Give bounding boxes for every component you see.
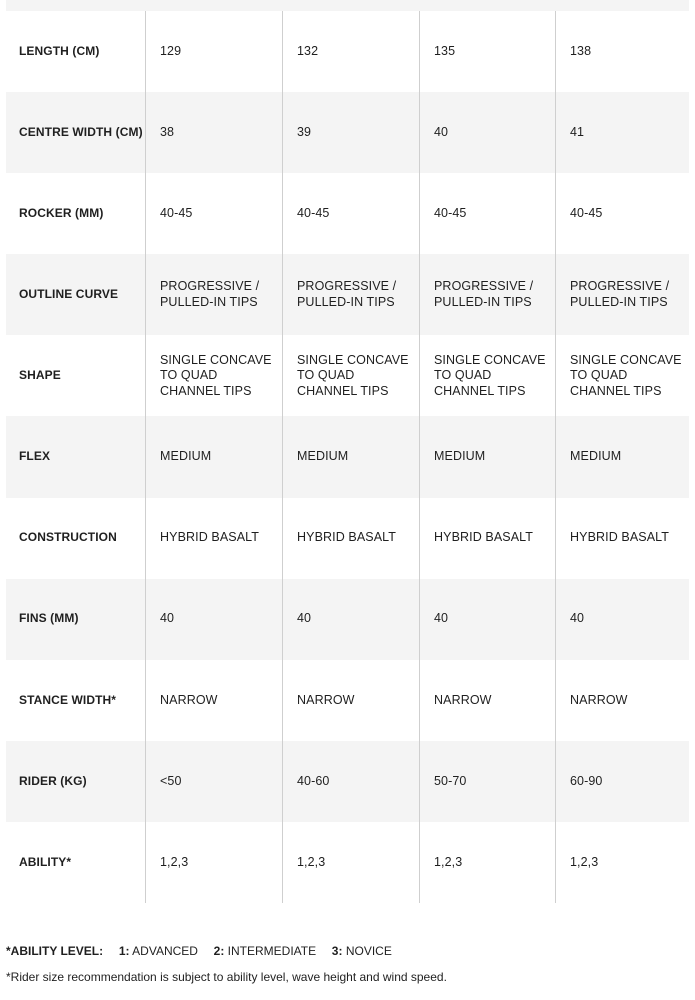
table-row <box>6 660 689 741</box>
value-cell-3: HYBRID BASALT <box>419 498 555 579</box>
value-cell-4: NARROW <box>555 660 689 741</box>
value-cell-2: 132 <box>282 11 419 92</box>
value-cell-2: NARROW <box>282 660 419 741</box>
value-cell-1: 40 <box>145 579 282 660</box>
value-cell-1: PROGRESSIVE / PULLED-IN TIPS <box>145 254 282 335</box>
value-cell-4: 138 <box>555 11 689 92</box>
row-label: OUTLINE CURVE <box>19 287 119 302</box>
ability-level-1-num: 1: <box>118 944 130 958</box>
table-row <box>6 498 689 579</box>
value-cell-4: 40 <box>555 579 689 660</box>
ability-legend-title: *ABILITY LEVEL: <box>6 944 104 958</box>
value-cell-4: 60-90 <box>555 741 689 822</box>
ability-level-3-num: 3: <box>331 944 343 958</box>
value-cell-2: 40-60 <box>282 741 419 822</box>
value-cell-3: 40-45 <box>419 173 555 254</box>
value-cell-2: 40-45 <box>282 173 419 254</box>
value-cell-1: SINGLE CONCAVE TO QUAD CHANNEL TIPS <box>145 335 282 416</box>
table-row <box>6 822 689 903</box>
table-row <box>6 416 689 497</box>
row-label: STANCE WIDTH* <box>19 692 117 707</box>
row-label: FINS (MM) <box>19 611 79 626</box>
value-cell-1: 38 <box>145 92 282 173</box>
value-cell-2: PROGRESSIVE / PULLED-IN TIPS <box>282 254 419 335</box>
value-cell-4: HYBRID BASALT <box>555 498 689 579</box>
value-cell-2: HYBRID BASALT <box>282 498 419 579</box>
value-cell-2: 39 <box>282 92 419 173</box>
ability-level-3-name: NOVICE <box>345 944 392 958</box>
table-row <box>6 254 689 335</box>
value-cell-1: 1,2,3 <box>145 822 282 903</box>
table-top-strip <box>6 0 689 11</box>
ability-level-2-name: INTERMEDIATE <box>227 944 317 958</box>
table-row <box>6 579 689 660</box>
table-row <box>6 92 689 173</box>
ability-level-2-num: 2: <box>213 944 225 958</box>
rider-size-note: *Rider size recommendation is subject to ability level, wave height and wind speed. <box>6 970 447 984</box>
value-cell-2: 40 <box>282 579 419 660</box>
row-label: FLEX <box>19 449 51 464</box>
value-cell-4: 41 <box>555 92 689 173</box>
value-cell-1: 129 <box>145 11 282 92</box>
row-label: CENTRE WIDTH (CM) <box>19 124 143 139</box>
row-label: CONSTRUCTION <box>19 530 117 545</box>
value-cell-3: SINGLE CONCAVE TO QUAD CHANNEL TIPS <box>419 335 555 416</box>
ability-level-legend <box>6 941 689 962</box>
footnotes <box>6 940 689 988</box>
value-cell-3: MEDIUM <box>419 416 555 497</box>
value-cell-1: <50 <box>145 741 282 822</box>
row-label: LENGTH (CM) <box>19 43 100 58</box>
ability-level-1-name: ADVANCED <box>132 944 198 958</box>
value-cell-1: HYBRID BASALT <box>145 498 282 579</box>
value-cell-4: MEDIUM <box>555 416 689 497</box>
value-cell-4: SINGLE CONCAVE TO QUAD CHANNEL TIPS <box>555 335 689 416</box>
row-label: ABILITY* <box>19 854 72 869</box>
value-cell-3: 1,2,3 <box>419 822 555 903</box>
value-cell-2: MEDIUM <box>282 416 419 497</box>
row-label: RIDER (KG) <box>19 773 87 788</box>
value-cell-2: 1,2,3 <box>282 822 419 903</box>
value-cell-1: MEDIUM <box>145 416 282 497</box>
row-label: SHAPE <box>19 368 61 383</box>
table-row <box>6 741 689 822</box>
table-row <box>6 173 689 254</box>
value-cell-3: 40 <box>419 579 555 660</box>
row-label: ROCKER (MM) <box>19 205 104 220</box>
value-cell-2: SINGLE CONCAVE TO QUAD CHANNEL TIPS <box>282 335 419 416</box>
value-cell-1: NARROW <box>145 660 282 741</box>
value-cell-3: 135 <box>419 11 555 92</box>
value-cell-4: 40-45 <box>555 173 689 254</box>
value-cell-4: 1,2,3 <box>555 822 689 903</box>
table-row <box>6 335 689 416</box>
value-cell-3: 40 <box>419 92 555 173</box>
value-cell-4: PROGRESSIVE / PULLED-IN TIPS <box>555 254 689 335</box>
value-cell-3: NARROW <box>419 660 555 741</box>
table-row <box>6 11 689 92</box>
spec-table <box>6 11 689 903</box>
value-cell-3: 50-70 <box>419 741 555 822</box>
value-cell-1: 40-45 <box>145 173 282 254</box>
value-cell-3: PROGRESSIVE / PULLED-IN TIPS <box>419 254 555 335</box>
